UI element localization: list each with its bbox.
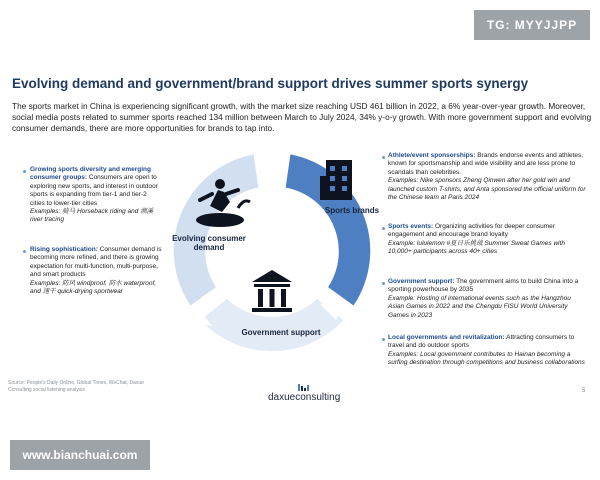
logo-text: daxueconsulting — [268, 392, 341, 403]
right-item-example: Example: Hosting of international events such as the Hangzhou Asian Games in 2022 and the Chengdu FISU World University Games in 2023 — [388, 294, 571, 319]
right-item-example: Example: lululemon #夏日乐挑战 Summer Sweat Games with 10,000+ participants across 40+ cities — [388, 239, 566, 256]
cycle-label-brands: Sports brands — [324, 206, 380, 215]
building-icon — [320, 160, 352, 200]
slide-intro: The sports market in China is experiencing significant growth, with the market size reaching USD 461 billion in 2022, a 6% year-over-year growth. Moreover, social media posts related to summer sports reached 134 million between March to July 2024, 34% y-o-y growth. With more government support and evolving consumer demands, there are more opportunities for brands to tap into. — [12, 101, 592, 133]
bullet-dot — [23, 250, 26, 253]
right-item-body: Organizing activities for deeper consumer engagement and encourage brand loyalty — [388, 223, 555, 239]
left-item-heading: Growing sports diversity and emerging consumer groups: — [30, 166, 151, 182]
slide-title: Evolving demand and government/brand support drives summer sports synergy — [12, 76, 529, 91]
right-item-heading: Athlete/event sponsorships: — [388, 152, 476, 159]
left-item-example: Examples: 骑马 Horseback riding and 溯溪 river tracing — [30, 208, 154, 224]
right-item-body: The government aims to build China into a sporting powerhouse by 2035 — [388, 278, 579, 294]
source-note: Source: People's Daily Online, Global Times, WeChat, Daxue Consulting social listening analysis — [8, 380, 144, 393]
right-item-1 — [388, 152, 586, 202]
left-item-body: Consumer demand is becoming more refined, and there is growing expectation for multi-function, multi-purpose, and smart products — [30, 246, 162, 279]
right-item-example: Examples: Local government contributes to Hainan becoming a surfing destination through competitions and business collaborations — [388, 350, 585, 367]
right-item-heading: Government support: — [388, 278, 455, 285]
right-item-3 — [388, 278, 586, 320]
left-item-example: Examples: 防风 windproof, 防水 waterproof, and 速干 quick-drying sportwear — [30, 279, 157, 296]
right-item-2 — [388, 223, 586, 257]
government-building-icon — [252, 270, 292, 312]
ring-segment-consumer — [174, 154, 259, 305]
cycle-arrow — [266, 152, 278, 186]
left-item-heading: Rising sophistication: — [30, 246, 98, 253]
right-item-heading: Sports events: — [388, 223, 434, 230]
right-item-body: Attracting consumers to travel and do outdoor sports — [388, 334, 575, 350]
cycle-label-consumer: Evolving consumer demand — [172, 234, 246, 252]
daxue-logo — [262, 384, 362, 406]
watermark-top: TG: MYYJJPP — [474, 10, 590, 40]
left-item-body: Consumers are open to exploring new sports, and interest in outdoor sports is expanding from tier-1 and tier-2 cities to lower-tier cities — [30, 174, 158, 207]
left-item-1 — [30, 166, 162, 225]
left-item-2 — [30, 246, 162, 296]
right-item-heading: Local governments and revitalization: — [388, 334, 505, 341]
bullet-dot — [23, 170, 26, 173]
right-item-example: Examples: Nike sponsors Zheng Qinwen after her gold win and launched custom T-shirts, and Anta sponsored the official uniform for the Chinese team at Paris 2024 — [388, 177, 586, 202]
cycle-label-government: Government support — [241, 328, 321, 337]
right-item-body: Brands endorse events and athletes, known for sportsmanship and wide visibility and are less prone to scandals than celebrities. — [388, 152, 584, 176]
right-item-4 — [388, 334, 586, 368]
page-number: 5 — [582, 388, 586, 394]
watermark-bottom: www.bianchuai.com — [10, 440, 150, 470]
